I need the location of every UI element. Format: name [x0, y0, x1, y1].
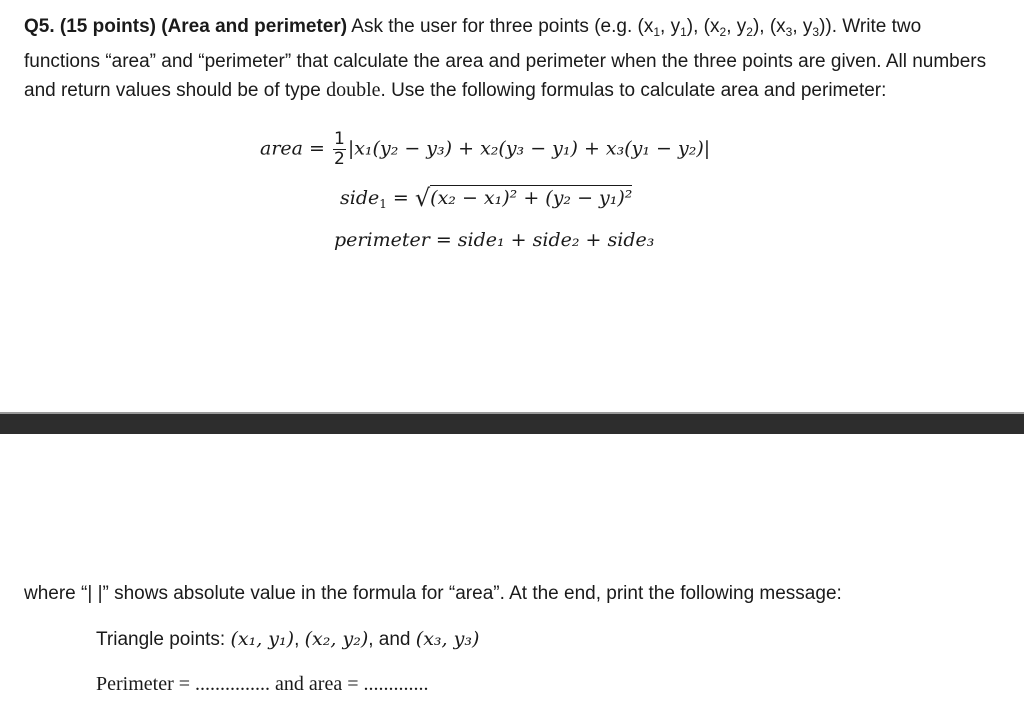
point2-sep: , y [726, 16, 747, 37]
side-lhs: side [340, 187, 380, 209]
page-divider [0, 414, 1024, 434]
point-sep-1: ), (x [686, 16, 720, 37]
area-equals: = [302, 137, 331, 160]
question-intro: Ask the user for three points (e.g. (x [347, 16, 654, 37]
triangle-line [96, 625, 479, 654]
triangle-sep-2: , and [368, 629, 416, 650]
triangle-sep-1: , [294, 629, 305, 650]
side-sub: 1 [379, 197, 387, 211]
perimeter-line: Perimeter = ............... and area = ............. [96, 673, 429, 695]
perimeter-lhs: perimeter [334, 229, 430, 251]
side-rhs: (x₂ − x₁)² + (y₂ − y₁)² [430, 187, 633, 209]
type-word: double [326, 79, 381, 101]
fraction-numerator: 1 [333, 129, 345, 149]
side-formula [340, 184, 632, 212]
perimeter-formula [334, 229, 654, 251]
point2-y-sub: 2 [746, 25, 753, 39]
point1-sep: , y [660, 16, 681, 37]
point3-x-sub: 3 [785, 25, 793, 39]
point3-y-sub: 3 [812, 25, 820, 39]
area-lhs: area [260, 137, 303, 160]
point2-x-sub: 2 [719, 25, 727, 39]
triangle-label: Triangle points: [96, 629, 231, 650]
sqrt-icon: √ [414, 184, 431, 212]
point3-sep: , y [792, 16, 813, 37]
perimeter-equals: = [429, 229, 458, 251]
triangle-point-3: (x₃, y₃) [415, 628, 480, 650]
area-formula [260, 130, 710, 169]
triangle-point-2: (x₂, y₂) [304, 628, 369, 650]
triangle-point-1: (x₁, y₁) [230, 628, 295, 650]
where-paragraph: where “| |” shows absolute value in the formula for “area”. At the end, print the following message: [24, 583, 842, 604]
point1-y-sub: 1 [680, 25, 687, 39]
fraction-denominator: 2 [333, 149, 345, 169]
perimeter-rhs: side₁ + side₂ + side₃ [457, 229, 655, 251]
question-paragraph [24, 12, 999, 105]
point-sep-2: ), (x [752, 16, 786, 37]
point1-x-sub: 1 [653, 25, 661, 39]
half-fraction [333, 130, 346, 169]
area-rhs: |x₁(y₂ − y₃) + x₂(y₃ − y₁) + x₃(y₁ − y₂)| [347, 137, 711, 160]
question-label: Q5. (15 points) (Area and perimeter) [24, 16, 348, 37]
side-equals: = [386, 187, 415, 209]
question-body: )). Write two functions “area” and “perimeter” that calculate the area and perimeter when the three points are given. All numbers and return values should be of type [24, 16, 987, 101]
question-end: . Use the following formulas to calculate area and perimeter: [380, 80, 887, 101]
